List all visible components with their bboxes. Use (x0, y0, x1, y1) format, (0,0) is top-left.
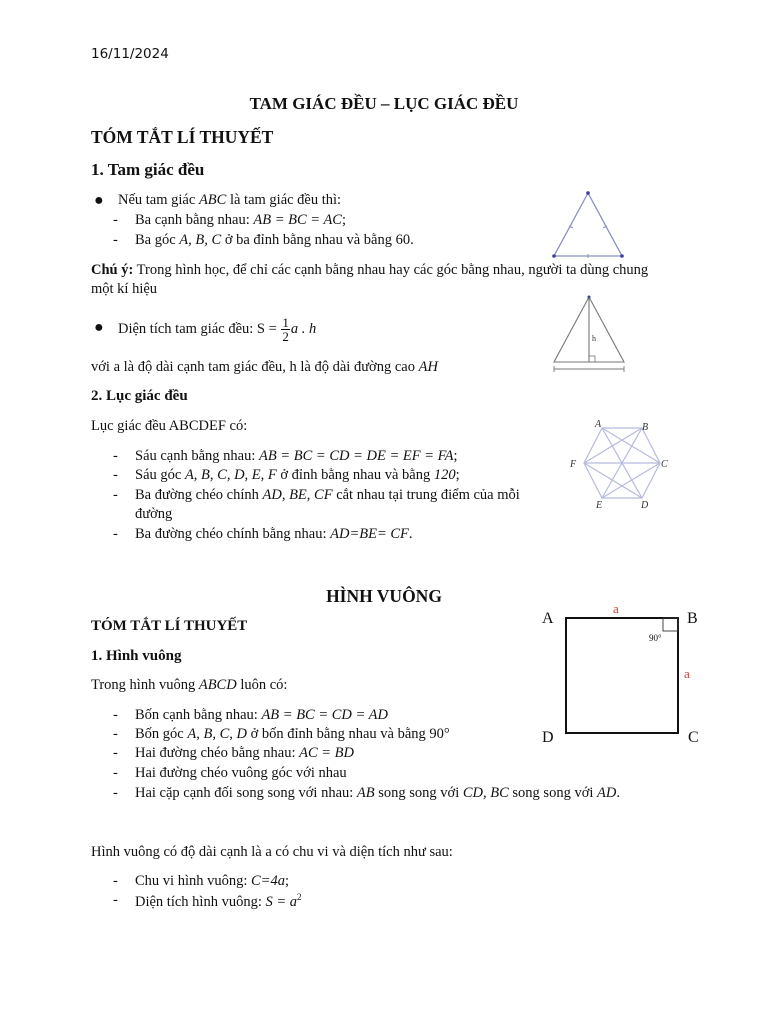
side-label-right: a (684, 666, 690, 681)
hexagon-vertex-e: E (596, 500, 603, 510)
list-item: - (113, 765, 118, 781)
square-area-formula: Diện tích hình vuông: $S = a^2$ (135, 892, 302, 910)
hexagon-equal-angles: Sáu góc A, B, C, D, E, F ở đỉnh bằng nhau và bằng 120; (135, 467, 460, 483)
section-title-triangle-hexagon: TAM GIÁC ĐỀU – LỤC GIÁC ĐỀU (249, 94, 519, 113)
bullet-icon: ● (94, 192, 104, 209)
subheading-square: 1. Hình vuông (91, 648, 182, 664)
hexagon-diagonals-intersect-cont: đường (135, 506, 173, 522)
note-line-1: Chú ý: Trong hình học, để chỉ các cạnh bằng nhau hay các góc bằng nhau, người ta dùng chung (91, 262, 649, 278)
section-title-square: HÌNH VUÔNG (326, 586, 442, 606)
subheading-regular-hexagon: 2. Lục giác đều (91, 388, 188, 404)
triangle-equal-sides: Ba cạnh bằng nhau: AB = BC = AC; (135, 212, 347, 228)
list-item: - (113, 526, 118, 542)
theory-summary-heading-square: TÓM TẮT LÍ THUYẾT (91, 618, 248, 634)
list-item: - (113, 487, 118, 503)
subheading-equilateral-triangle: 1. Tam giác đều (91, 160, 205, 179)
square-equal-angles: Bốn góc A, B, C, D ở bốn đỉnh bằng nhau và bằng 90° (135, 726, 450, 742)
list-item: - (113, 785, 118, 801)
list-item: - (113, 707, 118, 723)
square-vertex-c: C (688, 729, 699, 746)
side-label-top: a (613, 601, 619, 616)
square-figure (536, 598, 708, 750)
square-parallel-sides: Hai cặp cạnh đối song song với nhau: AB song song với CD, BC song song với AD. (135, 785, 620, 801)
triangle-equal-angles: Ba góc A, B, C ở ba đỉnh bằng nhau và bằng 60. (135, 232, 414, 248)
equilateral-triangle-figure (546, 186, 630, 262)
hexagon-vertex-a: A (595, 419, 602, 430)
hexagon-vertex-f: F (570, 459, 577, 470)
square-vertex-d: D (542, 729, 554, 746)
list-item: - (113, 892, 118, 908)
hexagon-vertex-b: B (642, 422, 649, 433)
hexagon-vertex-c: C (661, 459, 668, 470)
square-equal-sides: Bốn cạnh bằng nhau: AB = BC = CD = AD (135, 707, 389, 723)
square-perpendicular-diagonals: Hai đường chéo vuông góc với nhau (135, 765, 347, 781)
hexagon-equal-sides: Sáu cạnh bằng nhau: AB = BC = CD = DE = EF = FA; (135, 448, 458, 464)
theory-summary-heading: TÓM TẮT LÍ THUYẾT (91, 127, 274, 147)
square-intro: Trong hình vuông ABCD luôn có: (91, 677, 288, 693)
regular-hexagon-figure (564, 418, 674, 510)
list-item: - (113, 873, 118, 889)
list-item: - (113, 745, 118, 761)
right-angle-label: 90° (649, 633, 662, 643)
square-perimeter-formula: Chu vi hình vuông: C=4a; (135, 873, 290, 889)
document-date: 16/11/2024 (91, 46, 169, 62)
height-label: h (592, 334, 596, 343)
square-vertex-a: A (542, 610, 554, 627)
triangle-condition: Nếu tam giác ABC là tam giác đều thì: (118, 192, 342, 208)
list-item: - (113, 212, 118, 228)
list-item: - (113, 232, 118, 248)
list-item: - (113, 448, 118, 464)
list-item: - (113, 726, 118, 742)
hexagon-intro: Lục giác đều ABCDEF có: (91, 418, 248, 434)
bullet-icon: ● (94, 319, 104, 336)
hexagon-diagonals-intersect: Ba đường chéo chính AD, BE, CF cắt nhau tại trung điểm của mỗi (135, 487, 520, 503)
hexagon-equal-diagonals: Ba đường chéo chính bằng nhau: AD=BE= CF. (135, 526, 413, 542)
square-equal-diagonals: Hai đường chéo bằng nhau: AC = BD (135, 745, 355, 761)
square-vertex-b: B (687, 610, 698, 627)
hexagon-vertex-d: D (641, 500, 649, 510)
perimeter-area-intro: Hình vuông có độ dài cạnh là a có chu vi và diện tích như sau: (91, 844, 453, 860)
list-item: - (113, 467, 118, 483)
note-line-2: một kí hiệu (91, 281, 158, 297)
area-explanation: với a là độ dài cạnh tam giác đều, h là độ dài đường cao AH (91, 359, 438, 375)
triangle-area-formula: Diện tích tam giác đều: S = $\frac{1}{2}$ a . h (118, 315, 317, 345)
triangle-height-figure (546, 293, 630, 377)
